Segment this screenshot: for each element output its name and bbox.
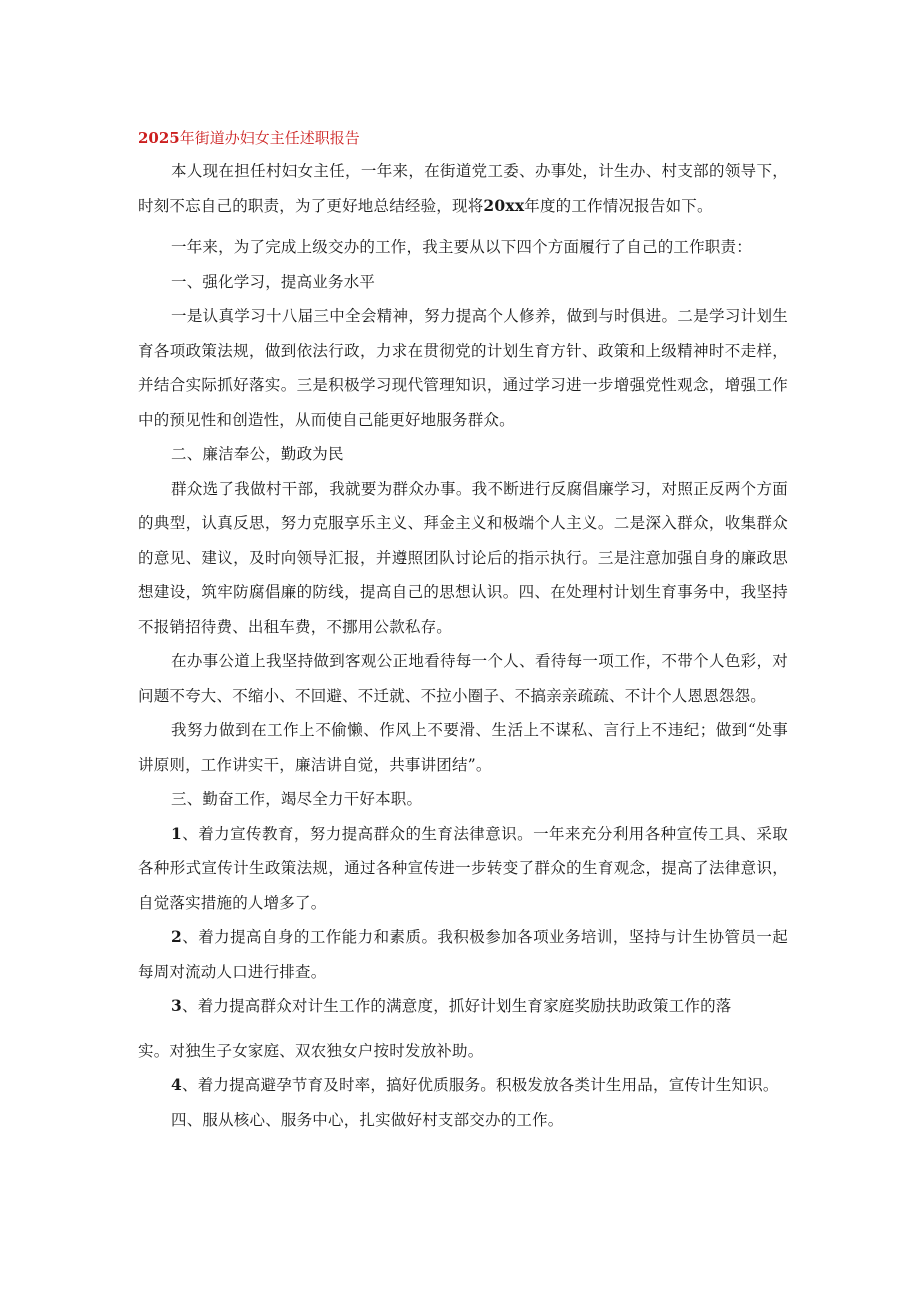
paragraph-intro bbox=[138, 154, 788, 223]
paragraph-overview: 一年来，为了完成上级交办的工作，我主要从以下四个方面履行了自己的工作职责： bbox=[171, 238, 752, 256]
paragraph-item-3 bbox=[138, 989, 788, 1024]
item-3-number: 3 bbox=[171, 996, 182, 1015]
section-heading-4: 四、服从核心、服务中心，扎实做好村支部交办的工作。 bbox=[171, 1110, 564, 1129]
item-1-number: 1 bbox=[171, 823, 182, 843]
title-text: 年街道办妇女主任述职报告 bbox=[179, 129, 360, 147]
document-title bbox=[138, 128, 788, 148]
paragraph-item-4 bbox=[138, 1068, 788, 1103]
item-2-number: 2 bbox=[171, 927, 182, 946]
intro-text-c: 年度的工作情况报告如下。 bbox=[524, 196, 713, 215]
item-1-text: 、着力宣传教育，努力提高群众的生育法律意识。一年来充分利用各种宣传工具、采取各种形式宣传计生政策法规，通过各种宣传进一步转变了群众的生育观念，提高了法律意识，自觉落实措施的人增多了。 bbox=[138, 824, 788, 912]
paragraph-item-3-continued: 实。对独生子女家庭、双农独女户按时发放补助。 bbox=[138, 1041, 484, 1060]
item-2-text: 、着力提高自身的工作能力和素质。我积极参加各项业务培训，坚持与计生协管员一起每周对流动人口进行排查。 bbox=[138, 928, 788, 981]
section-heading-2: 二、廉洁奉公，勤政为民 bbox=[171, 445, 344, 463]
paragraph-conduct: 我努力做到在工作上不偷懒、作风上不要滑、生活上不谋私、言行上不违纪；做到“处事讲原则，工作讲实干，廉洁讲自觉，共事讲团结”。 bbox=[138, 721, 788, 774]
intro-text-a: 本人现在担任村妇女主任，一年来，在街道党工委、办事处，计生办、村支部的领导下，时刻不忘自己的职责，为了更好地总结经验，现将 bbox=[138, 162, 788, 215]
paragraph-item-2 bbox=[138, 920, 788, 989]
section-heading-3: 三、勤奋工作，竭尽全力干好本职。 bbox=[171, 790, 423, 808]
title-year: 2025 bbox=[138, 129, 180, 147]
item-4-number: 4 bbox=[171, 1075, 182, 1094]
intro-year: 20xx bbox=[483, 195, 525, 215]
item-3-text: 、着力提高群众对计生工作的满意度，抓好计划生育家庭奖励扶助政策工作的落 bbox=[182, 997, 732, 1015]
section-heading-1: 一、强化学习，提高业务水平 bbox=[171, 272, 376, 291]
paragraph-item-1 bbox=[138, 817, 788, 921]
paragraph-study: 一是认真学习十八届三中全会精神，努力提高个人修养，做到与时俱进。二是学习计划生育各项政策法规，做到依法行政，力求在贯彻党的计划生育方针、政策和上级精神时不走样，并结合实际抓好落实。三是积极学习现代管理知识，通过学习进一步增强党性观念，增强工作中的预见性和创造性，从而使自己能更好地服务群众。 bbox=[138, 307, 788, 429]
paragraph-fairness: 在办事公道上我坚持做到客观公正地看待每一个人、看待每一项工作，不带个人色彩，对问题不夸大、不缩小、不回避、不迁就、不拉小圈子、不搞亲亲疏疏、不计个人恩恩怨怨。 bbox=[138, 652, 788, 705]
item-4-text: 、着力提高避孕节育及时率，搞好优质服务。积极发放各类计生用品，宣传计生知识。 bbox=[182, 1076, 779, 1094]
paragraph-integrity: 群众选了我做村干部，我就要为群众办事。我不断进行反腐倡廉学习，对照正反两个方面的典型，认真反思，努力克服享乐主义、拜金主义和极端个人主义。二是深入群众，收集群众的意见、建议，及时向领导汇报，并遵照团队讨论后的指示执行。三是注意加强自身的廉政思想建设，筑牢防腐倡廉的防线，提高自己的思想认识。四、在处理村计划生育事务中，我坚持不报销招待费、出租车费，不挪用公款私存。 bbox=[138, 479, 788, 636]
document-page bbox=[138, 128, 788, 1137]
